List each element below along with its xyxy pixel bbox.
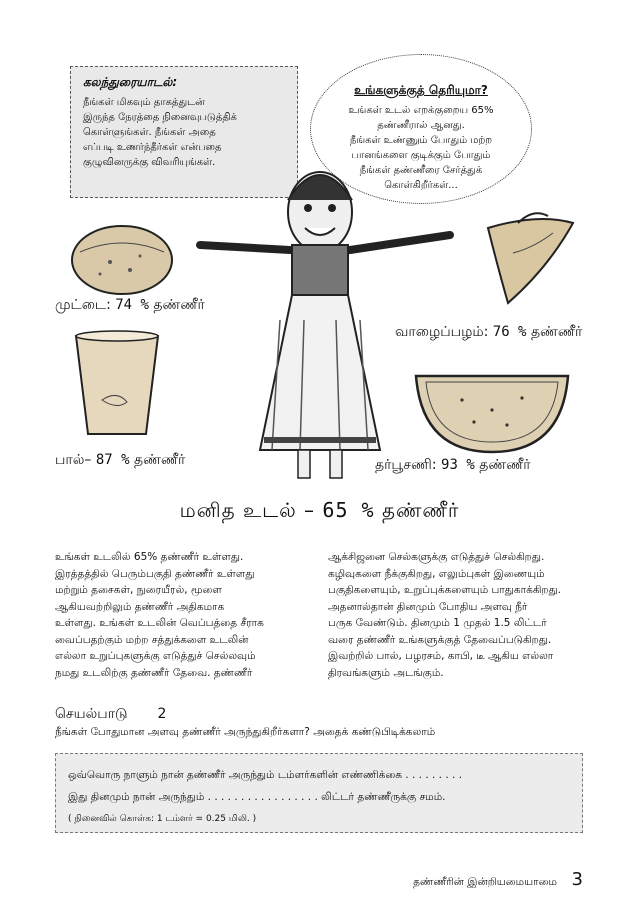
egg-water-word: தண்ணீர் xyxy=(153,297,205,313)
watermelon-percent: 93 % xyxy=(441,457,475,473)
page-headline xyxy=(0,498,639,525)
activity-number: 2 xyxy=(157,706,167,722)
body-line: வைப்பதற்கும் மற்ற சத்துக்களை உடலின் xyxy=(55,633,249,646)
watermelon-name: தர்பூசணி: xyxy=(375,457,437,473)
headline-water-word: தண்ணீர் xyxy=(374,498,460,522)
did-you-know-line: நீங்கள் தண்ணீரை சேர்த்துக் xyxy=(359,165,483,176)
watermelon-label xyxy=(375,457,531,475)
discussion-title: கலந்துரையாடல்: xyxy=(83,75,178,89)
headline-percent: 65 % xyxy=(322,498,375,522)
discussion-line: எப்படி உணர்ந்தீர்கள் என்பதை xyxy=(83,142,222,153)
egg-name: முட்டை: xyxy=(55,297,111,313)
activity-question: நீங்கள் போதுமான அளவு தண்ணீர் அருந்துகிறீர்களா? அதைக் கண்டுபிடிக்கலாம் xyxy=(55,726,436,738)
banana-illustration xyxy=(478,208,588,308)
did-you-know-line: உங்கள் உடல் எறக்குறைய 65% xyxy=(348,105,494,116)
activity-note: ( நினைவில் கொள்க: 1 டம்ளர் = 0.25 மிலி. ) xyxy=(68,814,257,824)
body-column-right xyxy=(328,549,588,681)
milk-glass-illustration xyxy=(72,330,162,440)
body-line: ஆக்சிஜனை செல்களுக்கு எடுத்துச் செல்கிறது. xyxy=(328,551,545,563)
watermelon-water-word: தண்ணீர் xyxy=(479,457,531,473)
did-you-know-line: கொள்கிறீர்கள்... xyxy=(384,180,458,191)
did-you-know-line: நீங்கள் உண்ணும் போதும் மற்ற xyxy=(349,135,493,146)
body-line: இவற்றில் பால், பழரசம், காபி, டீ ஆகிய எல்லா xyxy=(328,650,554,662)
milk-percent: 87 % xyxy=(95,452,130,468)
egg-label xyxy=(55,297,205,315)
banana-name: வாழைப்பழம்: xyxy=(395,324,489,340)
body-line: அதனால்தான் தினமும் போதிய அளவு நீர் xyxy=(328,600,528,613)
milk-name: பால்– xyxy=(55,452,92,468)
activity-line-glasses: ஒவ்வொரு நாளும் நான் தண்ணீர் அருந்தும் டம்ளர்களின் எண்ணிக்கை . . . . . . . . . xyxy=(68,769,463,781)
body-line: எல்லா உறுப்புகளுக்கு எடுத்துச் செல்லவும் xyxy=(55,650,256,662)
did-you-know-title: உங்களுக்குத் தெரியுமா? xyxy=(354,83,488,97)
did-you-know-line: தண்ணீரால் ஆனது. xyxy=(377,120,465,131)
egg-percent: 74 % xyxy=(115,297,149,313)
banana-percent: 76 % xyxy=(492,324,527,340)
discussion-line: குழுவினருக்கு விவரியுங்கள். xyxy=(83,157,216,168)
body-line: இரத்தத்தில் பெரும்பகுதி தண்ணீர் உள்ளது xyxy=(55,567,255,580)
egg-illustration xyxy=(70,222,180,302)
body-line: பகுதிகளையும், உறுப்புக்களையும் பாதுகாக்கிறது. xyxy=(328,584,562,596)
discussion-line: இருந்த நேரத்தை நினைவுபடுத்திக் xyxy=(83,112,237,123)
discussion-line: நீங்கள் மிகவும் தாகத்துடன் xyxy=(83,97,205,108)
body-line: பருக வேண்டும். தினமும் 1 முதல் 1.5 லிட்டர் xyxy=(328,617,547,629)
body-line: நமது உடலிற்கு தண்ணீர் தேவை. தண்ணீர் xyxy=(55,666,253,679)
body-line: ஆகியவற்றிலும் தண்ணீர் அதிகமாக xyxy=(55,600,225,613)
milk-label xyxy=(55,452,185,470)
banana-water-word: தண்ணீர் xyxy=(530,324,583,340)
activity-line-liters: இது தினமும் நான் அருந்தும் . . . . . . . . . . . . . . . . . லிட்டர் தண்ணீருக்கு சமம். xyxy=(68,791,446,803)
banana-label xyxy=(395,324,582,342)
footer-title: தண்ணீரின் இன்றியமையாமை xyxy=(413,876,557,888)
body-column-left xyxy=(55,549,295,681)
body-line: உள்ளது. உங்கள் உடலின் வெப்பத்தை சீராக xyxy=(55,617,264,629)
activity-box xyxy=(55,753,583,833)
body-line: மற்றும் தசைகள், நுரையீரல், மூளை xyxy=(55,584,222,596)
body-line: திரவங்களும் அடங்கும். xyxy=(328,666,444,679)
body-line: வரை தண்ணீர் உங்களுக்குத் தேவைப்படுகிறது. xyxy=(328,633,552,646)
headline-text: மனித உடல் – xyxy=(179,498,323,522)
activity-heading xyxy=(55,706,166,724)
page-number: 3 xyxy=(571,869,583,890)
discussion-line: கொள்ளுங்கள். நீங்கள் அதை xyxy=(83,127,216,138)
body-line: கழிவுகளை நீக்குகிறது, எலும்புகள் இணையும் xyxy=(328,567,545,580)
milk-water-word: தண்ணீர் xyxy=(133,452,186,468)
activity-title: செயல்பாடு xyxy=(55,706,128,722)
body-line: உங்கள் உடலில் 65% தண்ணீர் உள்ளது. xyxy=(55,551,244,563)
did-you-know-line: பானங்களை குடிக்கும் போதும் xyxy=(351,150,491,161)
girl-illustration xyxy=(180,150,470,490)
